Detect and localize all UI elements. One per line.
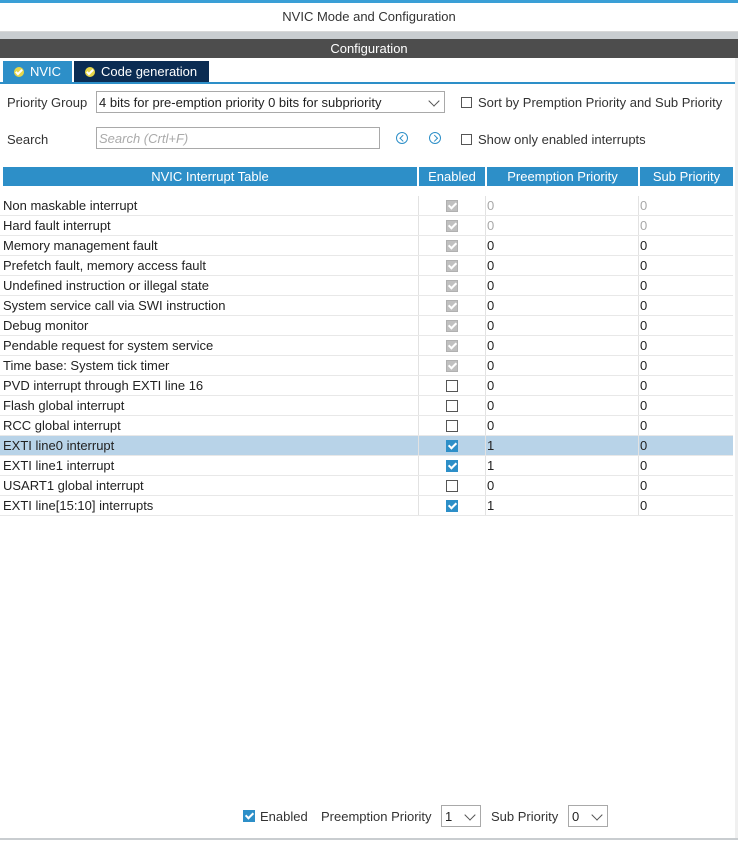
column-divider bbox=[485, 416, 486, 435]
interrupt-name: EXTI line0 interrupt bbox=[3, 438, 115, 453]
tab-label: Code generation bbox=[101, 64, 198, 79]
table-row[interactable] bbox=[0, 216, 733, 236]
column-divider bbox=[418, 496, 419, 515]
column-divider bbox=[418, 276, 419, 295]
column-divider bbox=[418, 196, 419, 215]
column-divider bbox=[638, 316, 639, 335]
column-divider bbox=[485, 276, 486, 295]
interrupt-name: USART1 global interrupt bbox=[3, 478, 144, 493]
preemption-priority-cell[interactable]: 0 bbox=[487, 418, 495, 433]
column-divider bbox=[418, 256, 419, 275]
bottom-enabled-label: Enabled bbox=[260, 809, 308, 824]
interrupt-table-body bbox=[0, 196, 733, 526]
column-header-preemption[interactable]: Preemption Priority bbox=[487, 167, 638, 186]
column-divider bbox=[638, 416, 639, 435]
tab-code-generation[interactable] bbox=[74, 61, 209, 82]
window-bottom-border bbox=[0, 838, 738, 840]
priority-group-label: Priority Group bbox=[7, 95, 88, 110]
column-divider bbox=[485, 196, 486, 215]
enabled-checkbox bbox=[446, 340, 458, 352]
interrupt-name: Non maskable interrupt bbox=[3, 198, 138, 213]
priority-group-value: 4 bits for pre-emption priority 0 bits for subpriority bbox=[99, 95, 382, 110]
tab-nvic[interactable] bbox=[3, 61, 72, 82]
table-header bbox=[3, 167, 733, 186]
search-label: Search bbox=[7, 132, 49, 147]
table-row[interactable] bbox=[0, 416, 733, 436]
sub-priority-cell[interactable]: 0 bbox=[640, 218, 648, 233]
sub-priority-cell[interactable]: 0 bbox=[640, 378, 648, 393]
sub-priority-cell[interactable]: 0 bbox=[640, 338, 648, 353]
column-divider bbox=[418, 436, 419, 455]
table-row[interactable] bbox=[0, 436, 733, 456]
sub-priority-cell[interactable]: 0 bbox=[640, 398, 648, 413]
column-divider bbox=[485, 456, 486, 475]
column-header-sub[interactable]: Sub Priority bbox=[640, 167, 733, 186]
search-input[interactable] bbox=[96, 127, 380, 149]
sub-priority-cell[interactable]: 0 bbox=[640, 258, 648, 273]
interrupt-name: RCC global interrupt bbox=[3, 418, 121, 433]
interrupt-name: Prefetch fault, memory access fault bbox=[3, 258, 207, 273]
interrupt-name: System service call via SWI instruction bbox=[3, 298, 226, 313]
table-row[interactable] bbox=[0, 236, 733, 256]
bottom-preemption-label: Preemption Priority bbox=[321, 809, 432, 824]
table-row[interactable] bbox=[0, 336, 733, 356]
column-divider bbox=[485, 356, 486, 375]
sub-priority-cell[interactable]: 0 bbox=[640, 478, 648, 493]
preemption-priority-cell[interactable]: 0 bbox=[487, 478, 495, 493]
column-divider bbox=[638, 276, 639, 295]
preemption-priority-cell[interactable]: 0 bbox=[487, 358, 495, 373]
column-divider bbox=[638, 476, 639, 495]
table-row[interactable] bbox=[0, 396, 733, 416]
preemption-priority-cell[interactable]: 0 bbox=[487, 198, 495, 213]
priority-group-select[interactable] bbox=[96, 91, 445, 113]
interrupt-name: Flash global interrupt bbox=[3, 398, 125, 413]
sub-priority-cell[interactable]: 0 bbox=[640, 438, 648, 453]
column-divider bbox=[418, 216, 419, 235]
column-divider bbox=[418, 316, 419, 335]
preemption-priority-cell[interactable]: 0 bbox=[487, 338, 495, 353]
column-divider bbox=[638, 256, 639, 275]
column-divider bbox=[638, 356, 639, 375]
column-divider bbox=[418, 296, 419, 315]
column-divider bbox=[485, 396, 486, 415]
column-divider bbox=[638, 456, 639, 475]
table-row[interactable] bbox=[0, 276, 733, 296]
column-divider bbox=[638, 196, 639, 215]
enabled-checkbox[interactable] bbox=[446, 400, 458, 412]
column-divider bbox=[638, 296, 639, 315]
interrupt-name: EXTI line1 interrupt bbox=[3, 458, 115, 473]
enabled-checkbox[interactable] bbox=[446, 440, 458, 452]
preemption-priority-cell[interactable]: 0 bbox=[487, 258, 495, 273]
column-divider bbox=[485, 236, 486, 255]
sub-priority-cell[interactable]: 0 bbox=[640, 298, 648, 313]
enabled-checkbox bbox=[446, 200, 458, 212]
column-divider bbox=[418, 476, 419, 495]
table-row[interactable] bbox=[0, 296, 733, 316]
column-divider bbox=[485, 216, 486, 235]
enabled-checkbox bbox=[446, 240, 458, 252]
interrupt-name: Memory management fault bbox=[3, 238, 158, 253]
column-divider bbox=[638, 436, 639, 455]
enabled-checkbox bbox=[446, 280, 458, 292]
check-circle-icon bbox=[14, 67, 24, 77]
enabled-checkbox bbox=[446, 300, 458, 312]
column-divider bbox=[485, 256, 486, 275]
sub-priority-value: 0 bbox=[572, 809, 580, 824]
window-title: NVIC Mode and Configuration bbox=[0, 3, 738, 32]
column-divider bbox=[638, 376, 639, 395]
show-enabled-checkbox[interactable] bbox=[461, 134, 472, 145]
column-divider bbox=[418, 336, 419, 355]
preemption-priority-cell[interactable]: 0 bbox=[487, 318, 495, 333]
column-divider bbox=[638, 496, 639, 515]
check-circle-icon bbox=[85, 67, 95, 77]
bottom-sub-label: Sub Priority bbox=[491, 809, 559, 824]
interrupt-name: Debug monitor bbox=[3, 318, 89, 333]
enabled-checkbox[interactable] bbox=[446, 380, 458, 392]
column-divider bbox=[418, 396, 419, 415]
interrupt-name: Hard fault interrupt bbox=[3, 218, 111, 233]
preemption-priority-cell[interactable]: 1 bbox=[487, 458, 495, 473]
search-next-icon[interactable] bbox=[429, 132, 441, 144]
column-header-name[interactable]: NVIC Interrupt Table bbox=[3, 167, 417, 186]
column-divider bbox=[418, 356, 419, 375]
interrupt-name: Pendable request for system service bbox=[3, 338, 214, 353]
column-divider bbox=[485, 436, 486, 455]
enabled-checkbox bbox=[446, 320, 458, 332]
table-row[interactable] bbox=[0, 356, 733, 376]
divider bbox=[0, 32, 738, 39]
table-row[interactable] bbox=[0, 196, 733, 216]
show-enabled-label: Show only enabled interrupts bbox=[478, 132, 646, 147]
enabled-checkbox bbox=[446, 260, 458, 272]
table-row[interactable] bbox=[0, 256, 733, 276]
preemption-priority-cell[interactable]: 0 bbox=[487, 378, 495, 393]
column-divider bbox=[418, 236, 419, 255]
preemption-priority-cell[interactable]: 1 bbox=[487, 498, 495, 513]
sub-priority-cell[interactable]: 0 bbox=[640, 238, 648, 253]
bottom-enabled-checkbox[interactable] bbox=[243, 810, 255, 822]
column-divider bbox=[418, 456, 419, 475]
sub-priority-cell[interactable]: 0 bbox=[640, 358, 648, 373]
column-divider bbox=[485, 496, 486, 515]
sort-priority-checkbox[interactable] bbox=[461, 97, 472, 108]
chevron-down-icon bbox=[591, 809, 602, 820]
column-divider bbox=[638, 236, 639, 255]
sub-priority-cell[interactable]: 0 bbox=[640, 198, 648, 213]
sub-priority-cell[interactable]: 0 bbox=[640, 278, 648, 293]
table-row[interactable] bbox=[0, 316, 733, 336]
preemption-priority-cell[interactable]: 0 bbox=[487, 298, 495, 313]
table-row[interactable] bbox=[0, 496, 733, 516]
preemption-priority-cell[interactable]: 0 bbox=[487, 278, 495, 293]
preemption-priority-cell[interactable]: 0 bbox=[487, 398, 495, 413]
enabled-checkbox bbox=[446, 220, 458, 232]
column-divider bbox=[485, 376, 486, 395]
interrupt-name: EXTI line[15:10] interrupts bbox=[3, 498, 154, 513]
preemption-priority-value: 1 bbox=[445, 809, 453, 824]
column-divider bbox=[485, 476, 486, 495]
tab-label: NVIC bbox=[30, 64, 62, 79]
column-divider bbox=[638, 216, 639, 235]
interrupt-name: Undefined instruction or illegal state bbox=[3, 278, 209, 293]
column-divider bbox=[485, 336, 486, 355]
sort-priority-label: Sort by Premption Priority and Sub Priority bbox=[478, 95, 723, 110]
enabled-checkbox[interactable] bbox=[446, 500, 458, 512]
search-previous-icon[interactable] bbox=[396, 132, 408, 144]
sub-priority-cell[interactable]: 0 bbox=[640, 498, 648, 513]
column-divider bbox=[485, 296, 486, 315]
sub-priority-cell[interactable]: 0 bbox=[640, 318, 648, 333]
checkmark-icon bbox=[245, 810, 254, 819]
column-divider bbox=[418, 416, 419, 435]
column-divider bbox=[638, 336, 639, 355]
table-row[interactable] bbox=[0, 376, 733, 396]
column-divider bbox=[418, 376, 419, 395]
table-row[interactable] bbox=[0, 456, 733, 476]
preemption-priority-select[interactable] bbox=[441, 805, 481, 827]
chevron-down-icon bbox=[464, 809, 475, 820]
preemption-priority-cell[interactable]: 0 bbox=[487, 238, 495, 253]
preemption-priority-cell[interactable]: 1 bbox=[487, 438, 495, 453]
sub-priority-cell[interactable]: 0 bbox=[640, 458, 648, 473]
enabled-checkbox[interactable] bbox=[446, 420, 458, 432]
interrupt-name: PVD interrupt through EXTI line 16 bbox=[3, 378, 204, 393]
column-divider bbox=[485, 316, 486, 335]
interrupt-name: Time base: System tick timer bbox=[3, 358, 170, 373]
column-header-enabled[interactable]: Enabled bbox=[419, 167, 485, 186]
enabled-checkbox[interactable] bbox=[446, 460, 458, 472]
column-divider bbox=[638, 396, 639, 415]
enabled-checkbox[interactable] bbox=[446, 480, 458, 492]
preemption-priority-cell[interactable]: 0 bbox=[487, 218, 495, 233]
enabled-checkbox bbox=[446, 360, 458, 372]
section-title: Configuration bbox=[0, 39, 738, 58]
sub-priority-select[interactable] bbox=[568, 805, 608, 827]
table-row[interactable] bbox=[0, 476, 733, 496]
tab-underline bbox=[0, 82, 738, 84]
chevron-down-icon bbox=[428, 95, 439, 106]
sub-priority-cell[interactable]: 0 bbox=[640, 418, 648, 433]
